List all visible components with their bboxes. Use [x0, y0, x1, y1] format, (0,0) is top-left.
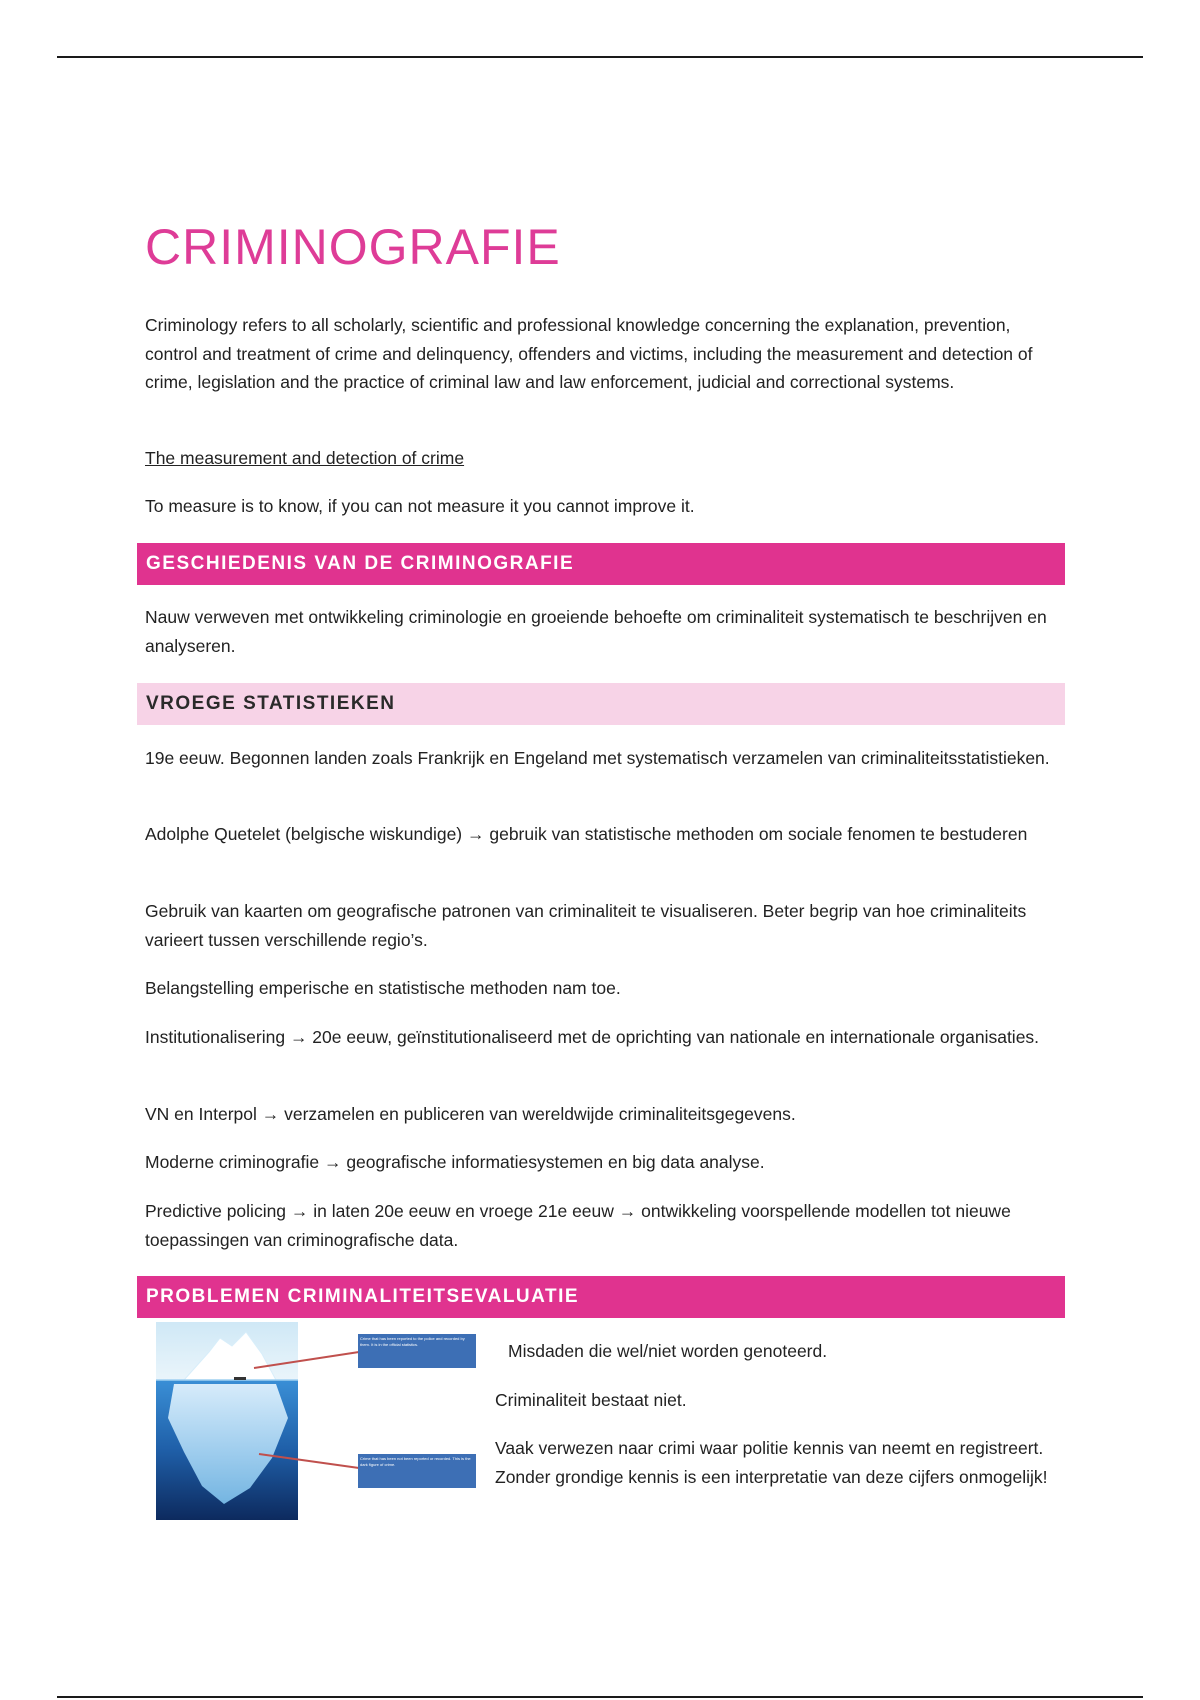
early-stats-p3: Gebruik van kaarten om geografische patronen van criminaliteit te visualiseren. Beter begrip van hoe criminaliteits varieert tussen verschillende regio’s. — [145, 901, 1027, 950]
intro-paragraph: Criminology refers to all scholarly, scientific and professional knowledge concerning the explanation, prevention, control and treatment of crime and delinquency, offenders and victims, including the measurement and detection of crime, legislation and the practice of criminal law and law enforcement, judicial and correctional systems. — [145, 315, 1033, 392]
figure-label-top: Crime that has been reported to the police and recorded by them. It is in the official statistics. — [360, 1336, 465, 1347]
problems-text-3: Vaak verwezen naar crimi waar politie kennis van neemt en registreert. Zonder grondige kennis is een interpretatie van deze cijfers onmogelijk! — [495, 1438, 1048, 1487]
early-stats-p7: Moderne criminografie → geografische informatiesystemen en big data analyse. — [145, 1152, 765, 1172]
subheading-text: The measurement and detection of crime — [145, 448, 465, 468]
iceberg-figure — [154, 1318, 476, 1524]
problems-text-1: Misdaden die wel/niet worden genoteerd. — [508, 1341, 828, 1361]
early-stats-p1: 19e eeuw. Begonnen landen zoals Frankrijk en Engeland met systematisch verzamelen van criminaliteitsstatistieken. — [145, 748, 1050, 768]
page-title: CRIMINOGRAFIE — [145, 219, 561, 275]
top-rule — [57, 56, 1143, 58]
section-heading-problems: PROBLEMEN CRIMINALITEITSEVALUATIE — [137, 1276, 1065, 1318]
early-stats-p6: VN en Interpol → verzamelen en publiceren van wereldwijde criminaliteitsgegevens. — [145, 1104, 796, 1124]
history-paragraph: Nauw verweven met ontwikkeling criminologie en groeiende behoefte om criminaliteit systematisch te beschrijven en analyseren. — [145, 607, 1047, 656]
subheading — [145, 444, 1065, 473]
quote-paragraph: To measure is to know, if you can not measure it you cannot improve it. — [145, 496, 695, 516]
section-heading-early-statistics: VROEGE STATISTIEKEN — [137, 683, 1065, 725]
bottom-rule — [57, 1696, 1143, 1698]
early-stats-p2: Adolphe Quetelet (belgische wiskundige) → gebruik van statistische methoden om sociale fenomen te bestuderen — [145, 824, 1028, 844]
early-stats-p8: Predictive policing → in laten 20e eeuw en vroege 21e eeuw → ontwikkeling voorspellende modellen tot nieuwe toepassingen van criminografische data. — [145, 1201, 1011, 1250]
section-heading-history: GESCHIEDENIS VAN DE CRIMINOGRAFIE — [137, 543, 1065, 585]
early-stats-p5: Institutionalisering → 20e eeuw, geïnstitutionaliseerd met de oprichting van nationale en internationale organisaties. — [145, 1027, 1040, 1047]
early-stats-p4: Belangstelling emperische en statistische methoden nam toe. — [145, 978, 621, 998]
figure-label-bottom: Crime that has been not been reported or recorded. This is the dark figure of crime. — [360, 1456, 471, 1467]
problems-text-2: Criminaliteit bestaat niet. — [495, 1390, 687, 1410]
